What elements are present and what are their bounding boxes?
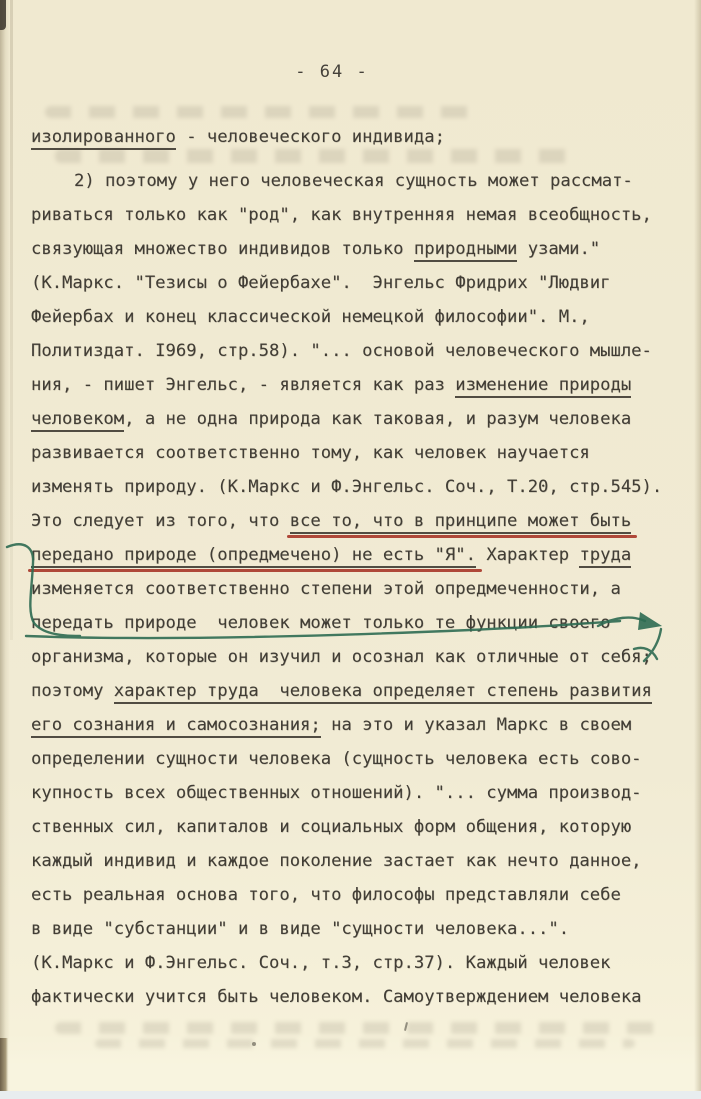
page-left-edge-dark-segment bbox=[0, 1038, 8, 1094]
text-segment: есть реальная основа того, что философы представляли себе bbox=[31, 885, 621, 905]
text-segment: в виде "субстанции" и в виде "сущности человека...". bbox=[31, 919, 570, 939]
text-line bbox=[31, 232, 686, 266]
text-segment: поэтому bbox=[31, 681, 114, 701]
text-line bbox=[31, 946, 686, 980]
text-segment: купность всех общественных отношений). "... сумма производ- bbox=[31, 783, 642, 803]
text-line bbox=[31, 266, 686, 300]
underlined-text: человеком bbox=[31, 409, 124, 432]
text-flow bbox=[31, 120, 686, 1014]
text-segment: 2) поэтому у него человеческая сущность может рассмат- bbox=[74, 171, 633, 191]
text-line bbox=[31, 708, 686, 742]
text-line bbox=[31, 912, 686, 946]
text-segment: Это следует из того, что bbox=[31, 511, 290, 531]
text-segment: , а не одна природа как таковая, и разум человека bbox=[124, 409, 632, 429]
text-segment: (К.Маркс и Ф.Энгельс. Соч., т.3, стр.37). Каждый человек bbox=[31, 953, 611, 973]
text-line bbox=[31, 606, 686, 640]
text-segment: развивается соответственно тому, как человек научается bbox=[31, 443, 590, 463]
text-line bbox=[31, 776, 686, 810]
bleed-through-smudge bbox=[45, 106, 475, 118]
underlined-text: природными bbox=[414, 239, 517, 262]
text-line bbox=[31, 538, 686, 572]
text-segment: определении сущности человека (сущность человека есть сово- bbox=[31, 749, 642, 769]
top-left-corner-mark bbox=[0, 0, 6, 30]
text-segment: изменять природу. (К.Маркс и Ф.Энгельс. Соч., Т.20, стр.545). bbox=[31, 477, 663, 497]
ink-speck bbox=[252, 1042, 256, 1046]
text-line bbox=[31, 878, 686, 912]
page-crease bbox=[10, 0, 13, 640]
text-line bbox=[31, 164, 686, 198]
text-line bbox=[31, 436, 686, 470]
text-line bbox=[31, 368, 686, 402]
text-segment: организма, которые он изучил и осознал как отличные от себя; bbox=[31, 647, 652, 667]
text-segment: Политиздат. I969, стр.58). "... основой человеческого мышле- bbox=[31, 341, 652, 361]
text-segment: фактически учится быть человеком. Самоутверждением человека bbox=[31, 987, 642, 1007]
text-segment: риваться только как "род", как внутренняя немая всеобщность, bbox=[31, 205, 652, 225]
underlined-text: передано природе (опредмечено) не есть "Я". bbox=[31, 545, 476, 568]
text-line bbox=[31, 980, 686, 1014]
text-line bbox=[31, 470, 686, 504]
underlined-text: изолированного bbox=[31, 127, 176, 150]
page-number: - 64 - bbox=[295, 62, 369, 82]
underlined-text: его сознания и самосознания; bbox=[31, 715, 321, 738]
text-segment: Характер bbox=[475, 545, 580, 565]
text-segment: узами." bbox=[517, 239, 601, 259]
text-line bbox=[31, 674, 686, 708]
text-segment: каждый индивид и каждое поколение застает как нечто данное, bbox=[31, 851, 642, 871]
text-line bbox=[31, 844, 686, 878]
text-segment: Фейербах и конец классической немецкой философии". М., bbox=[31, 307, 590, 327]
text-segment: изменяется соответственно степени этой опредмеченности, а bbox=[31, 579, 621, 599]
text-segment: ния, - пишет Энгельс, - является как раз bbox=[31, 375, 456, 395]
scanner-bottom-strip bbox=[0, 1091, 701, 1099]
text-segment: - человеческого индивида; bbox=[175, 127, 445, 147]
underlined-text: все то, что в принципе может быть bbox=[290, 511, 631, 534]
page-right-edge-shadow bbox=[694, 0, 701, 1099]
text-segment: (К.Маркс. "Тезисы о Фейербахе". Энгельс Фридрих "Людвиг bbox=[31, 273, 611, 293]
text-line bbox=[31, 504, 686, 538]
page-left-edge-shadow bbox=[0, 0, 10, 1099]
text-line bbox=[31, 334, 686, 368]
text-line bbox=[31, 300, 686, 334]
underlined-text: характер труда человека определяет степень развития bbox=[114, 681, 652, 704]
text-line bbox=[31, 810, 686, 844]
underlined-text: изменение природы bbox=[455, 375, 631, 398]
ink-speck bbox=[404, 1022, 408, 1031]
text-line bbox=[31, 198, 686, 232]
text-segment: на это и указал Маркс в своем bbox=[320, 715, 632, 735]
text-segment: передать природе человек может только те функции своего bbox=[31, 613, 611, 633]
bleed-through-smudge bbox=[95, 1039, 635, 1048]
text-line bbox=[31, 742, 686, 776]
bleed-through-smudge bbox=[55, 1022, 660, 1034]
text-line bbox=[31, 120, 686, 154]
text-segment: ственных сил, капиталов и социальных форм общения, которую bbox=[31, 817, 632, 837]
text-line bbox=[31, 572, 686, 606]
text-segment: связующая множество индивидов только bbox=[31, 239, 414, 259]
text-line bbox=[31, 640, 686, 674]
underlined-text: труда bbox=[579, 545, 631, 568]
text-line bbox=[31, 402, 686, 436]
